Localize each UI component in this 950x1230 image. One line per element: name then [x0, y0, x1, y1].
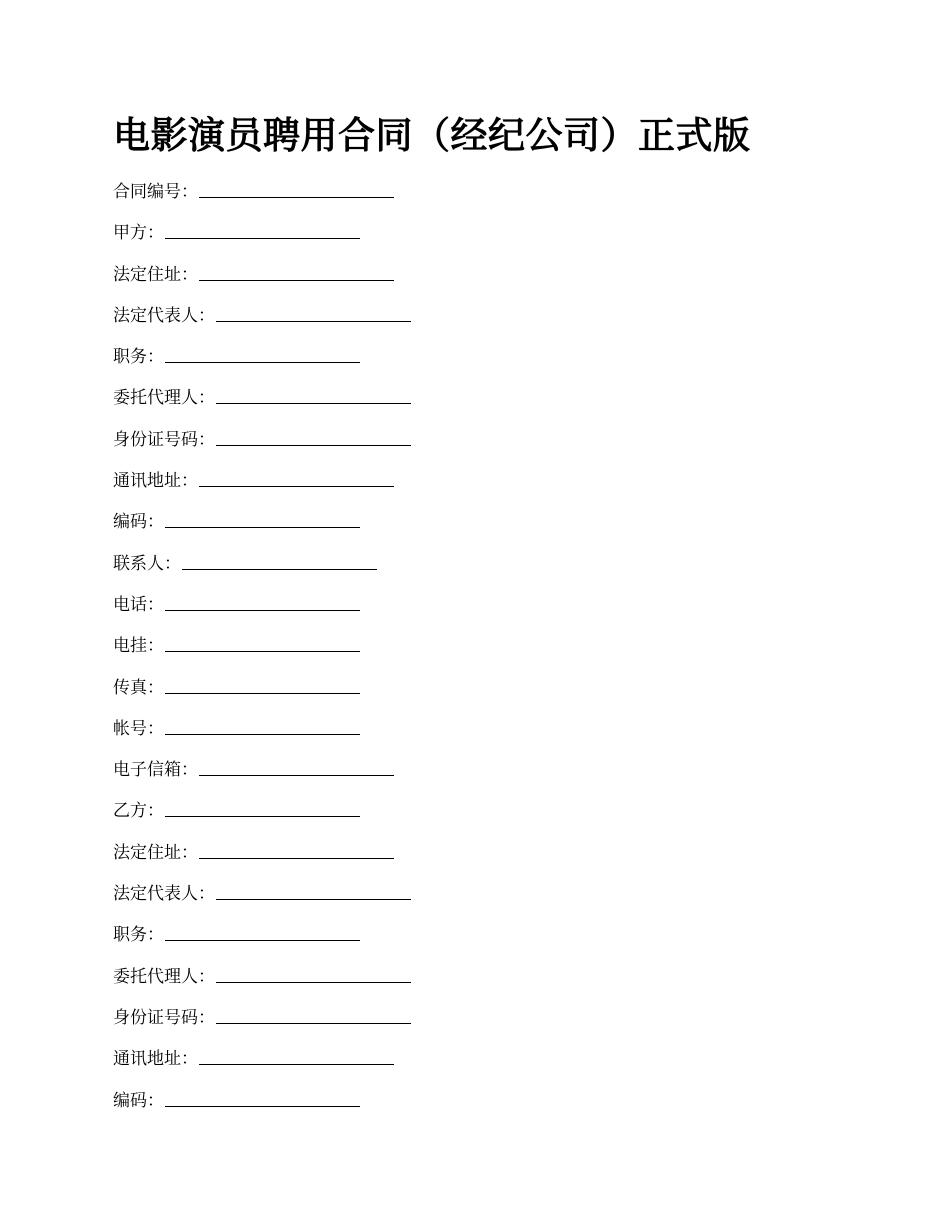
fill-in-blank[interactable] [199, 756, 394, 776]
field-row [113, 261, 411, 302]
fill-in-blank[interactable] [165, 1087, 360, 1107]
field-label: 编码： [113, 1090, 164, 1111]
fill-in-blank[interactable] [199, 467, 394, 487]
fill-in-blank[interactable] [165, 632, 360, 652]
contract-field-list [113, 178, 411, 1128]
field-label: 身份证号码： [113, 1007, 215, 1028]
field-label: 法定代表人： [113, 884, 215, 905]
field-row [113, 550, 411, 591]
field-label: 职务： [113, 925, 164, 946]
field-label: 法定住址： [113, 264, 198, 285]
field-label: 电子信箱： [113, 760, 198, 781]
field-label: 电挂： [113, 636, 164, 657]
field-row [113, 963, 411, 1004]
field-row [113, 1045, 411, 1086]
field-row [113, 797, 411, 838]
fill-in-blank[interactable] [165, 508, 360, 528]
field-row [113, 178, 411, 219]
field-row [113, 219, 411, 260]
field-label: 甲方： [113, 223, 164, 244]
fill-in-blank[interactable] [165, 219, 360, 239]
field-label: 合同编号： [113, 182, 198, 202]
field-row [113, 715, 411, 756]
field-row [113, 921, 411, 962]
field-label: 委托代理人： [113, 388, 215, 409]
field-label: 联系人： [113, 553, 181, 574]
field-label: 编码： [113, 512, 164, 533]
fill-in-blank[interactable] [165, 797, 360, 817]
field-row [113, 426, 411, 467]
document-title: 电影演员聘用合同（经纪公司）正式版 [113, 114, 751, 157]
field-row [113, 302, 411, 343]
field-row [113, 756, 411, 797]
field-label: 职务： [113, 347, 164, 368]
field-label: 电话： [113, 594, 164, 615]
field-row [113, 632, 411, 673]
field-row [113, 343, 411, 384]
fill-in-blank[interactable] [165, 674, 360, 694]
fill-in-blank[interactable] [165, 343, 360, 363]
fill-in-blank[interactable] [216, 426, 411, 446]
field-row [113, 839, 411, 880]
field-row [113, 591, 411, 632]
field-row [113, 674, 411, 715]
fill-in-blank[interactable] [199, 1045, 394, 1065]
field-label: 传真： [113, 677, 164, 698]
field-label: 委托代理人： [113, 966, 215, 987]
fill-in-blank[interactable] [199, 178, 394, 198]
field-row [113, 1004, 411, 1045]
fill-in-blank[interactable] [165, 591, 360, 611]
field-row [113, 880, 411, 921]
field-row [113, 508, 411, 549]
fill-in-blank[interactable] [199, 839, 394, 859]
field-row [113, 1087, 411, 1128]
fill-in-blank[interactable] [216, 963, 411, 983]
fill-in-blank[interactable] [199, 261, 394, 281]
fill-in-blank[interactable] [216, 302, 411, 322]
field-label: 通讯地址： [113, 1049, 198, 1070]
fill-in-blank[interactable] [165, 921, 360, 941]
fill-in-blank[interactable] [182, 550, 377, 570]
field-label: 乙方： [113, 801, 164, 822]
fill-in-blank[interactable] [216, 1004, 411, 1024]
field-row [113, 384, 411, 425]
fill-in-blank[interactable] [216, 384, 411, 404]
fill-in-blank[interactable] [165, 715, 360, 735]
field-label: 法定代表人： [113, 305, 215, 326]
fill-in-blank[interactable] [216, 880, 411, 900]
field-row [113, 467, 411, 508]
field-label: 通讯地址： [113, 471, 198, 492]
field-label: 法定住址： [113, 842, 198, 863]
field-label: 身份证号码： [113, 429, 215, 450]
field-label: 帐号： [113, 718, 164, 739]
